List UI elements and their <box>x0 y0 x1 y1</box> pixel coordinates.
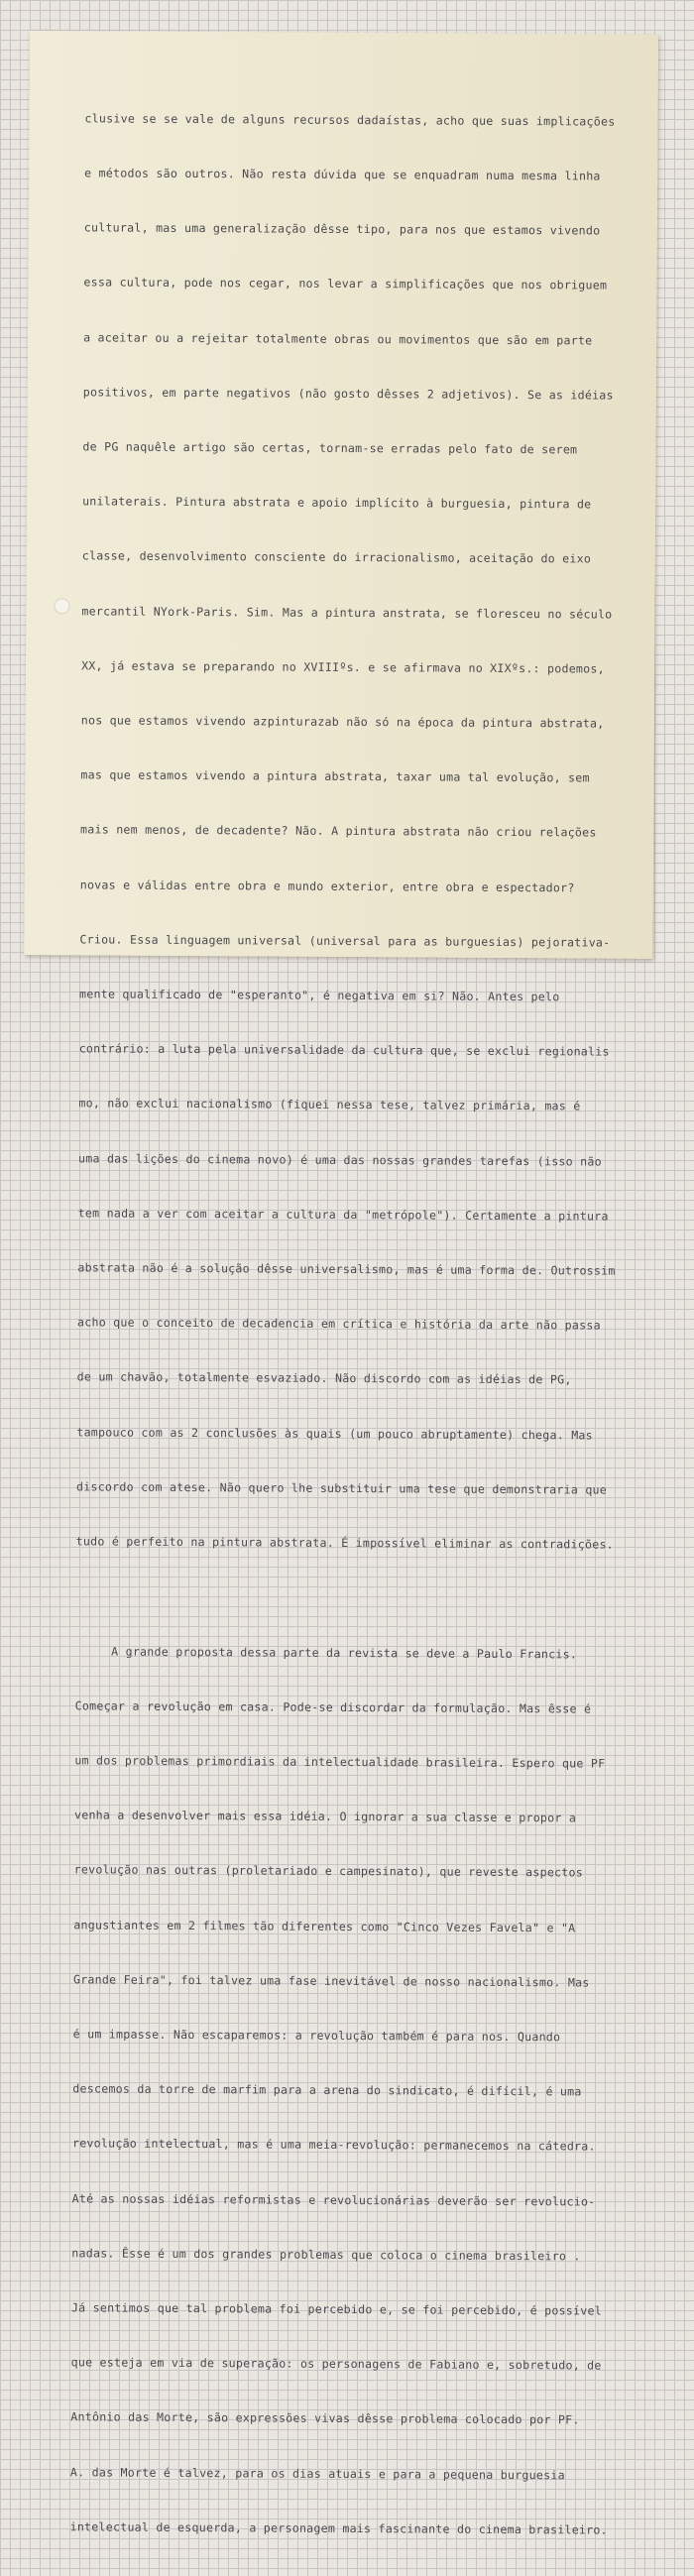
text-line: tampouco com as 2 conclusões às quais (um pouco abruptamente) chega. Mas <box>76 1425 593 1443</box>
text-line: essa cultura, pode nos cegar, nos levar a simplificações que nos obriguem <box>83 275 608 293</box>
text-line: acho que o conceito de decadencia em crítica e história da arte não passa <box>77 1315 601 1333</box>
text-line: mercantil NYork-Paris. Sim. Mas a pintura anstrata, se floresceu no século <box>81 603 613 622</box>
text-line: nos que estamos vivendo azpinturazab não só na época da pintura abstrata, <box>80 713 605 731</box>
typed-text <box>69 72 623 2575</box>
text-line: intelectual de esquerda, a personagem mais fascinante do cinema brasileiro. <box>69 2519 608 2537</box>
text-line: tem nada a ver com aceitar a cultura da "metrópole"). Certamente a pintura <box>77 1206 609 1224</box>
text-line: descemos da torre de marfim para a arena do sindicato, é difícil, é uma <box>72 2081 582 2099</box>
text-line: Começar a revolução em casa. Pode-se discordar da formulação. Mas êsse é <box>74 1698 592 1716</box>
text-line: que esteja em via de superação: os personagens de Fabiano e, sobretudo, de <box>70 2355 602 2373</box>
text-line: nadas. Êsse é um dos grandes problemas que coloca o cinema brasileiro . <box>71 2246 581 2264</box>
text-line: cultural, mas uma generalização dêsse tipo, para nos que estamos vivendo <box>83 220 601 238</box>
text-line: contrário: a luta pela universalidade da cultura que, se exclui regionalis <box>78 1041 610 1059</box>
text-line: discordo com atese. Não quero lhe substituir uma tese que demonstraria que <box>75 1479 608 1497</box>
text-line: angustiantes em 2 filmes tão diferentes como "Cinco Vezes Favela" e "A <box>73 1917 576 1934</box>
text-line: Criou. Essa linguagem universal (universal para as burguesias) pejorativa- <box>79 932 611 950</box>
text-line: uma das lições do cinema novo) é uma das nossas grandes tarefas (isso não <box>78 1150 602 1169</box>
text-line: mas que estamos vivendo a pintura abstrata, taxar uma tal evolução, sem <box>80 767 590 785</box>
text-line: mo, não exclui nacionalismo (fiquei nessa tese, talvez primária, mas é <box>78 1096 581 1113</box>
text-line: novas e válidas entre obra e mundo exterior, entre obra e espectador? <box>79 877 575 895</box>
punch-hole <box>54 598 69 614</box>
text-line: venha a desenvolver mais essa idéia. O ignorar a sua classe e propor a <box>73 1808 577 1825</box>
text-line: mente qualificado de "esperanto", é negativa em si? Não. Antes pelo <box>79 987 560 1004</box>
text-line: clusive se se vale de alguns recursos dadaístas, acho que suas implicações <box>84 111 616 129</box>
text-line: Antônio das Morte, são expressões vivas dêsse problema colocado por PF. <box>70 2409 580 2427</box>
text-line: de PG naquêle artigo são certas, tornam-se erradas pelo fato de serem <box>82 439 578 457</box>
text-line: Já sentimos que tal problema foi percebido e, se foi percebido, é possível <box>70 2300 603 2318</box>
text-line: XX, já estava se preparando no XVIIIºs. e se afirmava no XIXºs.: podemos, <box>81 658 605 676</box>
text-line: abstrata não é a solução dêsse universalismo, mas é uma forma de. Outrossim <box>77 1260 616 1278</box>
text-line: A. das Morte é talvez, para os dias atuais e para a pequena burguesia <box>69 2464 565 2482</box>
text-line: Grande Feira", foi talvez uma fase inevitável de nosso nacionalismo. Mas <box>72 1972 590 1990</box>
text-line: é um impasse. Não escaparemos: a revolução também é para nos. Quando <box>72 2027 561 2045</box>
text-line: unilaterais. Pintura abstrata e apoio implícito à burguesia, pintura de <box>82 494 592 512</box>
text-line: a aceitar ou a rejeitar totalmente obras ou movimentos que são em parte <box>83 329 593 348</box>
text-line: classe, desenvolvimento consciente do irracionalismo, aceitação do eixo <box>81 548 592 566</box>
text-line: um dos problemas primordiais da intelectualidade brasileira. Espero que PF <box>74 1753 606 1771</box>
text-line: Até as nossas idéias reformistas e revolucionárias deverão ser revolucio- <box>71 2190 596 2209</box>
text-line: mais nem menos, de decadente? Não. A pintura abstrata não criou relações <box>80 822 597 840</box>
text-line: positivos, em parte negativos (não gosto dêsses 2 adjetivos). Se as idéias <box>82 385 614 403</box>
text-line: revolução intelectual, mas é uma meia-revolução: permanecemos na cátedra. <box>71 2136 596 2154</box>
typewritten-page <box>24 31 658 2537</box>
text-line: de um chavão, totalmente esvaziado. Não discordo com as idéias de PG, <box>76 1369 572 1387</box>
paragraph-gap <box>75 1587 613 1609</box>
text-line: A grande proposta dessa parte da revista se deve a Paulo Francis. <box>74 1643 578 1661</box>
text-line: revolução nas outras (proletariado e campesinato), que reveste aspectos <box>73 1862 584 1880</box>
text-line: tudo é perfeito na pintura abstrata. É impossível eliminar as contradições. <box>75 1534 614 1552</box>
text-line: e métodos são outros. Não resta dúvida que se enquadram numa mesma linha <box>84 166 601 183</box>
